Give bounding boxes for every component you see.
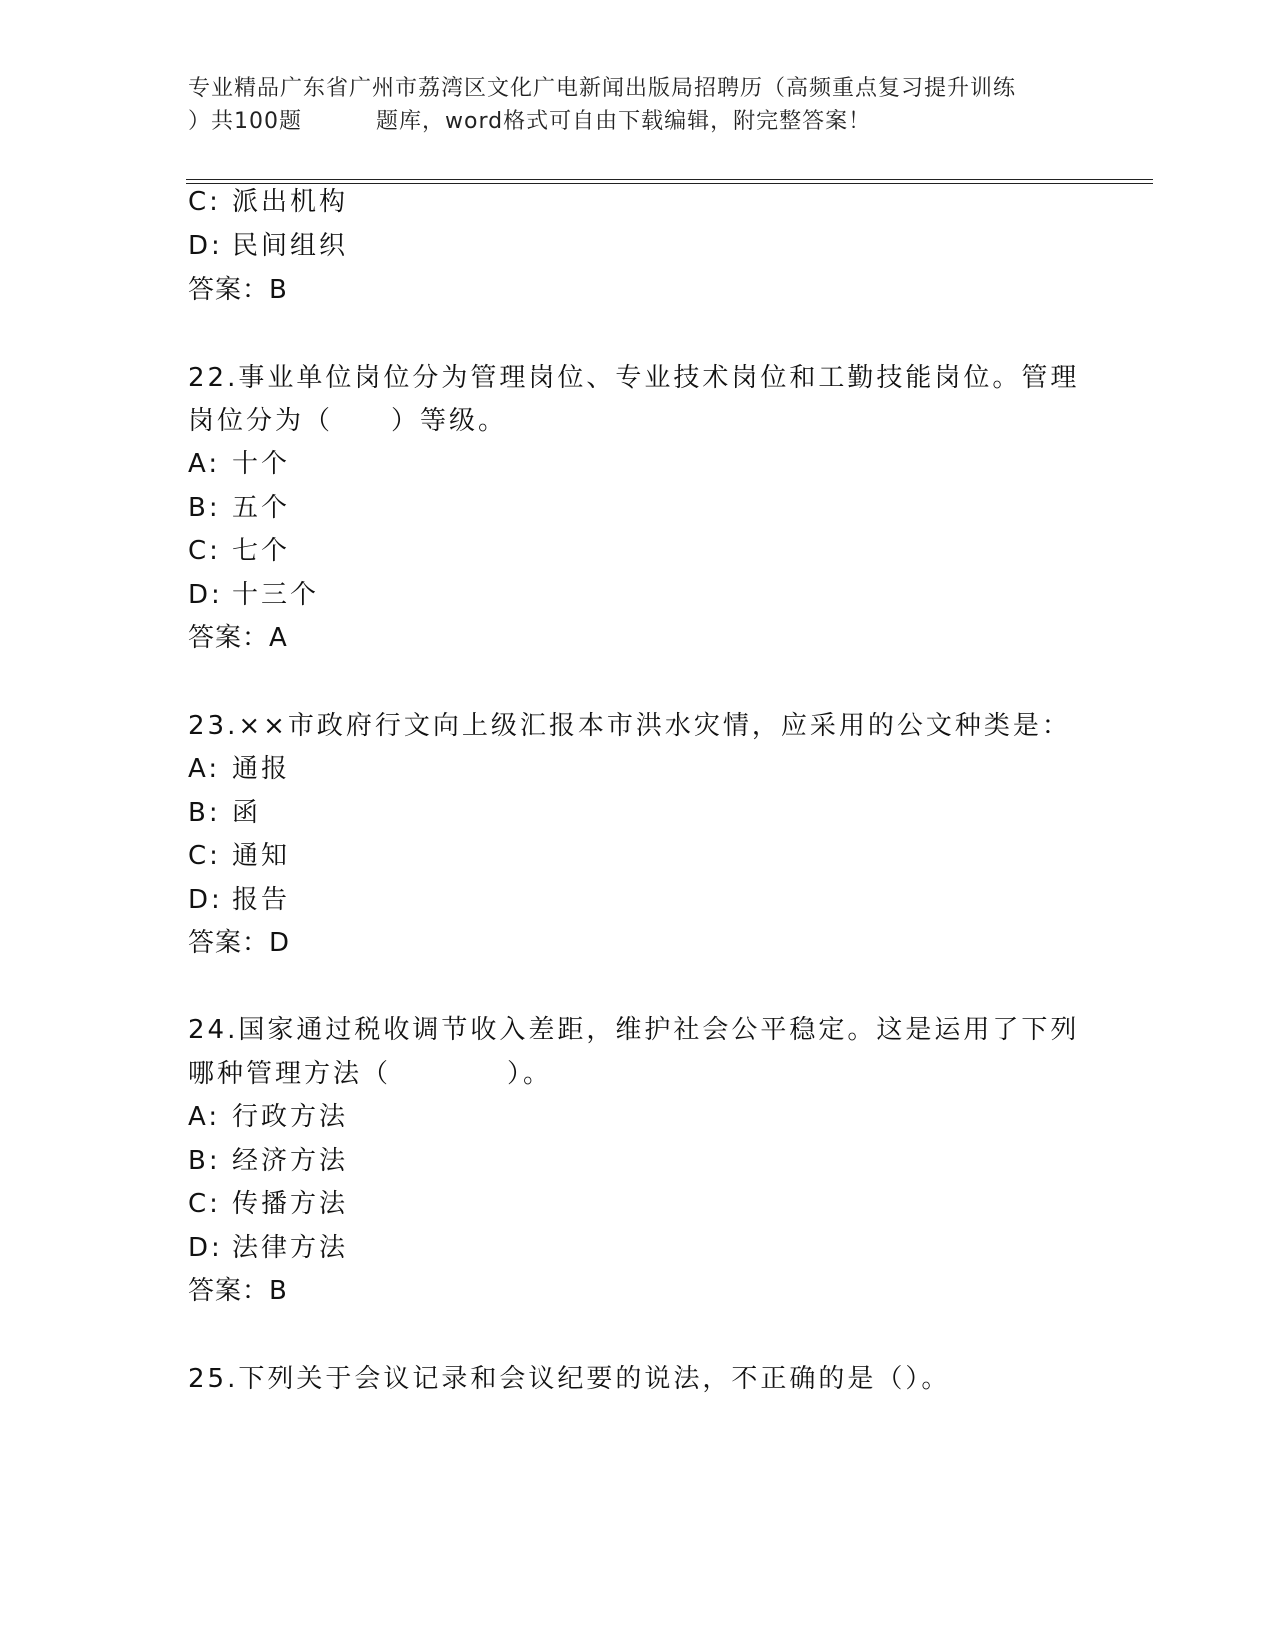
option-text: 通报 (232, 754, 291, 784)
option-text: 传播方法 (232, 1189, 349, 1219)
header-title-line-2-part-1: ）共100题 (188, 109, 302, 134)
option-text: 十三个 (232, 580, 320, 610)
header-title-line-2-part-2: 题库，word格式可自由下载编辑，附完整答案！ (376, 109, 872, 134)
option-text: 通知 (232, 841, 291, 871)
option-text: 五个 (232, 493, 291, 523)
header-divider-bottom (186, 183, 1153, 184)
option-label: D: (188, 580, 223, 610)
header-title-line-2 (188, 105, 1088, 138)
q22-answer: 答案：A (188, 623, 288, 653)
q23-option-a (188, 753, 290, 785)
option-text: 七个 (232, 536, 291, 566)
q23-option-c (188, 840, 290, 872)
option-label: C: (188, 187, 221, 217)
q24-option-b (188, 1145, 348, 1177)
option-label: D: (188, 885, 223, 915)
option-label: A: (188, 754, 221, 784)
q25-stem-line-1: 25.下列关于会议记录和会议纪要的说法，不正确的是（）。 (188, 1364, 951, 1394)
q22-stem-line-1: 22.事业单位岗位分为管理岗位、专业技术岗位和工勤技能岗位。管理 (188, 363, 1080, 393)
q24-stem-line-2: 哪种管理方法（ ）。 (188, 1059, 553, 1089)
q24-answer: 答案：B (188, 1276, 288, 1306)
option-label: A: (188, 449, 221, 479)
q22-option-a (188, 448, 290, 480)
q22-option-b (188, 492, 290, 524)
option-text: 法律方法 (232, 1233, 349, 1263)
option-label: C: (188, 536, 221, 566)
q21-answer: 答案：B (188, 275, 288, 305)
header-title-line-1: 专业精品广东省广州市荔湾区文化广电新闻出版局招聘历（高频重点复习提升训练 (188, 76, 1017, 101)
q24-stem-line-1: 24.国家通过税收调节收入差距，维护社会公平稳定。这是运用了下列 (188, 1015, 1080, 1045)
q23-option-d (188, 884, 290, 916)
q24-option-c (188, 1188, 348, 1220)
q22-option-c (188, 535, 290, 567)
q22-option-d (188, 579, 319, 611)
page-header (188, 72, 1088, 138)
option-text: 经济方法 (232, 1146, 349, 1176)
option-label: C: (188, 1189, 221, 1219)
option-text: 派出机构 (232, 187, 349, 217)
q24-option-a (188, 1101, 348, 1133)
option-label: B: (188, 798, 221, 828)
option-label: C: (188, 841, 221, 871)
q21-option-d (188, 230, 348, 262)
option-text: 函 (232, 798, 262, 828)
option-text: 民间组织 (232, 231, 349, 261)
q23-option-b (188, 797, 261, 829)
option-label: B: (188, 493, 221, 523)
option-text: 十个 (232, 449, 291, 479)
option-text: 报告 (232, 885, 291, 915)
option-text: 行政方法 (232, 1102, 349, 1132)
q21-option-c (188, 186, 348, 218)
option-label: B: (188, 1146, 221, 1176)
q23-stem-line-1: 23.××市政府行文向上级汇报本市洪水灾情，应采用的公文种类是： (188, 711, 1071, 741)
q23-answer: 答案：D (188, 928, 291, 958)
q24-option-d (188, 1232, 348, 1264)
q22-stem-line-2: 岗位分为（ ）等级。 (188, 406, 508, 436)
option-label: A: (188, 1102, 221, 1132)
option-label: D: (188, 1233, 223, 1263)
option-label: D: (188, 231, 223, 261)
header-divider-top (186, 179, 1153, 180)
